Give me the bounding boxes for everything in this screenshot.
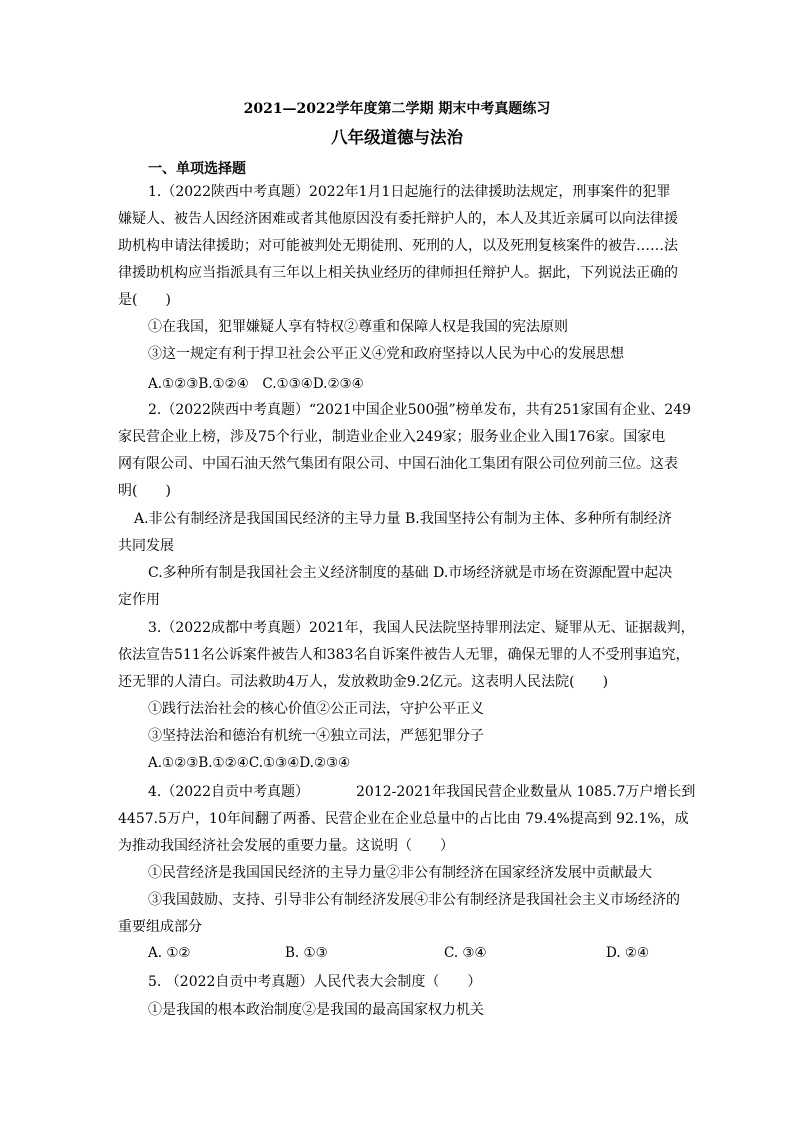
q3-options: A.①②③B.①②④C.①③④D.②③④ xyxy=(148,755,351,771)
q1-stem-line-3: 助机构申请法律援助；对可能被判处无期徒刑、死刑的人，以及死刑复核案件的被告……法 xyxy=(118,238,678,254)
q1-stem-line-1: 1.（2022陕西中考真题）2022年1月1日起施行的法律援助法规定，刑事案件的犯罪 xyxy=(148,184,671,200)
q3-statement-2: ③坚持法治和德治有机统一④独立司法，严惩犯罪分子 xyxy=(148,728,484,744)
q2-stem-line-1: 2.（2022陕西中考真题）“2021中国企业500强”榜单发布，共有251家国有企业、249 xyxy=(148,402,692,418)
q3-stem-line-3: 还无罪的人清白。司法救助4万人，发放救助金9.2亿元。这表明人民法院( ) xyxy=(118,674,609,690)
q5-stem-line-1: 5. （2022自贡中考真题）人民代表大会制度（ ） xyxy=(148,974,482,990)
document-subtitle: 八年级道德与法治 xyxy=(331,128,463,147)
q4-option-b: B. ①③ xyxy=(285,945,328,961)
q4-stem-line-1a: 4.（2022自贡中考真题） xyxy=(148,784,309,800)
q4-statement-2: ③我国鼓励、支持、引导非公有制经济发展④非公有制经济是我国社会主义市场经济的 xyxy=(148,892,680,908)
q3-statement-1: ①践行法治社会的核心价值②公正司法，守护公平正义 xyxy=(148,701,484,717)
q2-option-line-3: C.多种所有制是我国社会主义经济制度的基础 D.市场经济就是市场在资源配置中起决 xyxy=(148,565,673,581)
q2-stem-line-2: 家民营企业上榜，涉及75个行业，制造业企业入249家；服务业企业入围176家。国家电 xyxy=(118,429,666,445)
q1-stem-line-4: 律援助机构应当指派具有三年以上相关执业经历的律师担任辩护人。据此，下列说法正确的 xyxy=(118,265,678,281)
q3-stem-line-1: 3.（2022成都中考真题）2021年，我国人民法院坚持罪刑法定、疑罪从无、证据裁判， xyxy=(148,620,695,636)
q2-option-line-1: A.非公有制经济是我国国民经济的主导力量 B.我国坚持公有制为主体、多种所有制经济 xyxy=(134,511,672,527)
q4-stem-line-3: 为推动我国经济社会发展的重要力量。这说明（ ） xyxy=(118,838,454,854)
q3-stem-line-2: 依法宣告511名公诉案件被告人和383名自诉案件被告人无罪，确保无罪的人不受刑事追究， xyxy=(118,647,690,663)
q1-stem-line-5: 是( ) xyxy=(118,292,171,308)
q4-option-d: D. ②④ xyxy=(606,945,650,961)
q2-stem-line-4: 明( ) xyxy=(118,483,171,499)
q2-option-line-2: 共同发展 xyxy=(118,538,174,554)
q2-stem-line-3: 网有限公司、中国石油天然气集团有限公司、中国石油化工集团有限公司位列前三位。这表 xyxy=(118,456,678,472)
q1-statement-2: ③这一规定有利于捍卫社会公平正义④党和政府坚持以人民为中心的发展思想 xyxy=(148,346,624,362)
q4-option-c: C. ③④ xyxy=(444,945,487,961)
q4-option-a: A. ①② xyxy=(148,945,191,961)
q4-statement-1: ①民营经济是我国国民经济的主导力量②非公有制经济在国家经济发展中贡献最大 xyxy=(148,865,652,881)
q2-option-line-4: 定作用 xyxy=(118,592,160,608)
q4-stem-line-2: 4457.5万户，10年间翻了两番、民营企业在企业总量中的占比由 79.4%提高到 92.1%，成 xyxy=(118,811,689,827)
q5-statement-1: ①是我国的根本政治制度②是我国的最高国家权力机关 xyxy=(148,1002,484,1018)
q1-stem-line-2: 嫌疑人、被告人因经济困难或者其他原因没有委托辩护人的，本人及其近亲属可以向法律援 xyxy=(118,211,678,227)
q1-options: A.①②③B.①②④ C.①③④D.②③④ xyxy=(148,376,364,392)
q4-stem-line-1b: 2012-2021年我国民营企业数量从 1085.7万户增长到 xyxy=(356,784,696,800)
section-heading: 一、单项选择题 xyxy=(148,161,246,177)
document-title: 2021—2022学年度第二学期 期末中考真题练习 xyxy=(243,101,551,117)
q4-statement-3: 重要组成部分 xyxy=(118,919,202,935)
q1-statement-1: ①在我国，犯罪嫌疑人享有特权②尊重和保障人权是我国的宪法原则 xyxy=(148,319,568,335)
